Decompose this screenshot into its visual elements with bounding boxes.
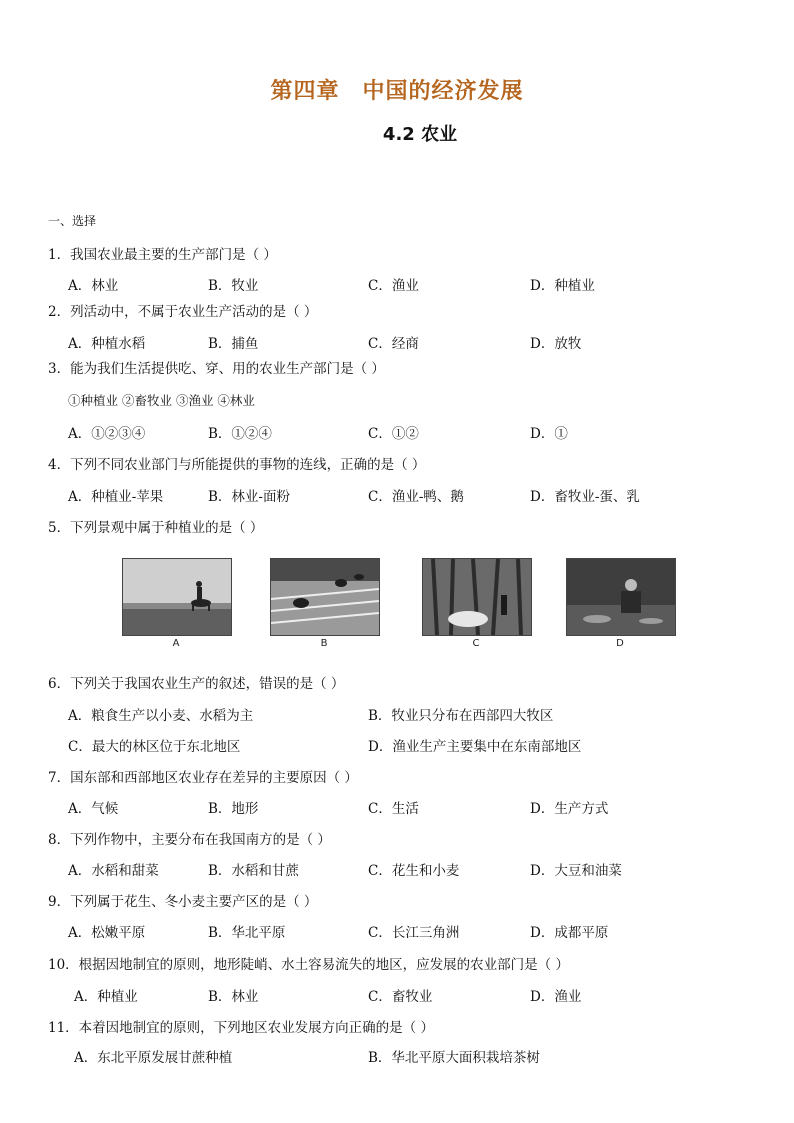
- photo-rice-planting: [270, 558, 380, 636]
- question-5: 5．下列景观中属于种植业的是（ ）: [48, 520, 264, 536]
- section-label: 一、选择: [48, 214, 97, 228]
- option-c: C．花生和小麦: [368, 863, 460, 879]
- photo-fish-catch: [566, 558, 676, 636]
- question-8: 8．下列作物中，主要分布在我国南方的是（ ）: [48, 832, 331, 848]
- option-b: B．林业: [208, 989, 259, 1005]
- options-1: [68, 274, 768, 294]
- option-d: D．渔业生产主要集中在东南部地区: [368, 739, 582, 755]
- option-d: D．畜牧业-蛋、乳: [530, 489, 640, 505]
- options-8: [68, 859, 768, 879]
- option-b: B．①②④: [208, 426, 272, 442]
- option-a: A．林业: [68, 278, 119, 294]
- section-title: 4.2 农业: [382, 124, 458, 145]
- options-7: [68, 797, 768, 817]
- option-b: B．华北平原大面积栽培茶树: [368, 1050, 540, 1066]
- option-a: A．松嫩平原: [68, 925, 146, 941]
- option-b: B．林业-面粉: [208, 489, 290, 505]
- question-3: 3．能为我们生活提供吃、穿、用的农业生产部门是（ ）: [48, 361, 385, 377]
- question-7: 7．国东部和西部地区农业存在差异的主要原因（ ）: [48, 770, 358, 786]
- option-c: C．长江三角洲: [368, 925, 460, 941]
- option-b: B．地形: [208, 801, 259, 817]
- question-3-choices: ①种植业 ②畜牧业 ③渔业 ④林业: [68, 393, 255, 408]
- option-d: D．大豆和油菜: [530, 863, 622, 879]
- photo-forest-logs: [422, 558, 532, 636]
- options-3: [68, 422, 768, 442]
- option-d: D．种植业: [530, 278, 595, 294]
- question-1: 1．我国农业最主要的生产部门是（ ）: [48, 247, 277, 263]
- option-c: C．渔业-鸭、鹅: [368, 489, 464, 505]
- option-d: D．生产方式: [530, 801, 609, 817]
- option-c: C．畜牧业: [368, 989, 433, 1005]
- options-6-row-1: [68, 704, 768, 724]
- option-c: C．最大的林区位于东北地区: [68, 739, 241, 755]
- option-b: B．牧业: [208, 278, 259, 294]
- option-a: A．水稻和甜菜: [68, 863, 159, 879]
- photo-label-d: D: [616, 638, 624, 649]
- option-b: B．华北平原: [208, 925, 286, 941]
- option-a: A．①②③④: [68, 426, 146, 442]
- option-c: C．生活: [368, 801, 419, 817]
- option-a: A．种植业: [74, 989, 138, 1005]
- question-10: 10．根据因地制宜的原则，地形陡峭、水土容易流失的地区，应发展的农业部门是（ ）: [48, 957, 569, 973]
- photo-horse-rider: [122, 558, 232, 636]
- option-b: B．水稻和甘蔗: [208, 863, 299, 879]
- options-4: [68, 485, 768, 505]
- question-9: 9．下列属于花生、冬小麦主要产区的是（ ）: [48, 894, 318, 910]
- option-b: B．捕鱼: [208, 336, 259, 352]
- options-6-row-2: [68, 735, 768, 755]
- photo-label-c: C: [472, 638, 480, 649]
- option-d: D．渔业: [530, 989, 582, 1005]
- options-2: [68, 332, 768, 352]
- option-c: C．经商: [368, 336, 419, 352]
- options-11: [74, 1046, 774, 1066]
- question-2: 2．列活动中，不属于农业生产活动的是（ ）: [48, 304, 318, 320]
- photo-label-a: A: [172, 638, 180, 649]
- option-a: A．东北平原发展甘蔗种植: [74, 1050, 233, 1066]
- option-d: D．成都平原: [530, 925, 609, 941]
- chapter-title: 第四章 中国的经济发展: [270, 79, 524, 104]
- question-4: 4．下列不同农业部门与所能提供的事物的连线，正确的是（ ）: [48, 457, 426, 473]
- question-11: 11．本着因地制宜的原则，下列地区农业发展方向正确的是（ ）: [48, 1020, 434, 1036]
- options-10: [74, 985, 774, 1005]
- option-a: A．种植业-苹果: [68, 489, 164, 505]
- option-a: A．粮食生产以小麦、水稻为主: [68, 708, 254, 724]
- landscape-photos: [120, 558, 680, 653]
- option-c: C．渔业: [368, 278, 419, 294]
- photo-label-b: B: [320, 638, 328, 649]
- option-d: D．放牧: [530, 336, 582, 352]
- option-a: A．气候: [68, 801, 119, 817]
- option-d: D．①: [530, 426, 568, 442]
- option-b: B．牧业只分布在西部四大牧区: [368, 708, 554, 724]
- question-6: 6．下列关于我国农业生产的叙述，错误的是（ ）: [48, 676, 345, 692]
- options-9: [68, 921, 768, 941]
- option-c: C．①②: [368, 426, 419, 442]
- option-a: A．种植水稻: [68, 336, 146, 352]
